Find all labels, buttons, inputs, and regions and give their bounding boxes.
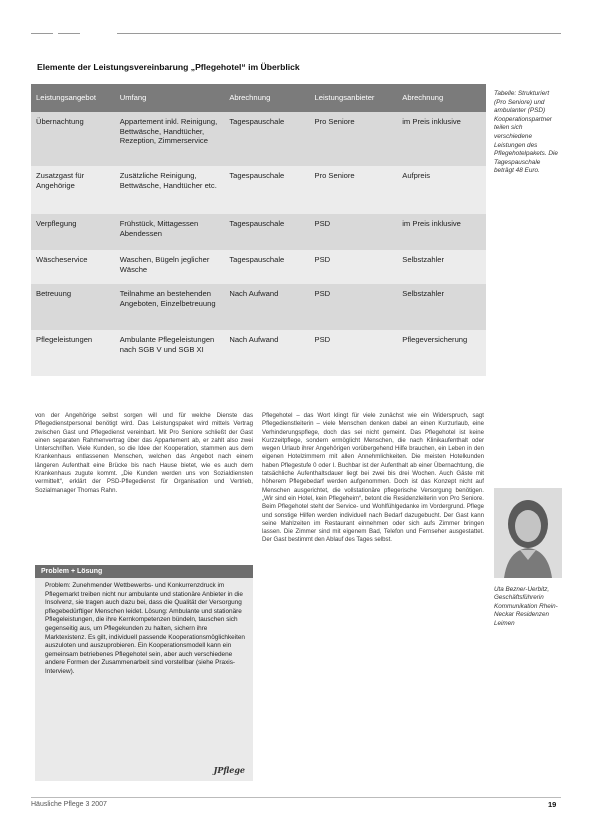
body-column-right: Pflegehotel – das Wort klingt für viele zunächst wie ein Widerspruch, sagt Pflegedienstleiterin – viele Menschen denken dabei an einen Kurzurlaub, eine Verhinderungspflege, doch das sei nicht gemeint. Das Pflegehotel ist keine Kurzzeitpflege, sondern ermöglicht Menschen, die nach Klinikaufenthalt oder wegen Urlaub ihrer Angehörigen vorübergehend Hilfe brauchen, ein Leben in den eigenen Hotelzimmern mit allen Annehmlichkeiten. Die meisten Hotelkunden haben Pflegestufe 0 oder I. Buchbar ist der Aufenthalt ab einer Übernachtung, die tatsächliche Aufenthaltsdauer liegt bei zwei bis drei Wochen. Auch Gäste mit höherem Pflegebedarf werden aufgenommen. Doch ist das Konzept nicht auf Menschen ausgerichtet, die vollstationäre pflegerische Versorgung benötigen. „Wir sind ein Hotel, kein Pflegeheim“, betont die Residenzleiterin von Pro Seniore. Beim Pflegehotel steht der Service- und Wohlfühlgedanke im Vordergrund. Pflege und sonstige Hilfen werden individuell nach Bedarf dazugebucht. Der Gast kann seine Mahlzeiten im Restaurant einnehmen oder sich aufs Zimmer bringen lassen. Die Zimmer sind mit eigenem Bad, Telefon und Fernseher ausgestattet. Der Gast bestimmt den Ablauf des Tages selbst. [262, 412, 484, 544]
table-cell: Frühstück, Mittagessen Abendessen [115, 214, 225, 250]
box-text: Problem: Zunehmender Wettbewerbs- und Konkurrenzdruck im Pflegemarkt treiben nicht nur ambulante und stationäre Anbieter in die Insolvenz, sie tragen auch dazu bei, dass die Qualität der Versorgung pflegebedürftiger Menschen leidet. Lösung: Ambulante und stationäre Pflegeleistungen, die ihre Kernkompetenzen bündeln, tauschen sich gegenseitig aus, um Pflegekunden zu halten, sichern ihre Marktexistenz. Es gilt, individuell passende Kooperationsmöglichkeiten auszuloten und auszuprobieren. Ein Kooperationsmodell kann ein gemeinsam betriebenes Pflegehotel sein, aber auch verschiedene andere Formen der Zusammenarbeit sind vorstellbar (siehe Praxis-Interview). [45, 582, 245, 675]
table-cell: Übernachtung [31, 112, 115, 166]
table-cell: Teilnahme an bestehenden Angeboten, Einzelbetreuung [115, 284, 225, 330]
table-cell: Selbstzahler [397, 284, 486, 330]
table-row [31, 330, 486, 376]
column-header: Umfang [115, 84, 225, 112]
column-header: Leistungsangebot [31, 84, 115, 112]
table-cell: Aufpreis [397, 166, 486, 214]
table-cell: Nach Aufwand [224, 284, 309, 330]
table-cell: Zusatzgast für Angehörige [31, 166, 115, 214]
table-cell: im Preis inklusive [397, 214, 486, 250]
column-header: Abrechnung [397, 84, 486, 112]
column-header: Leistungsanbieter [310, 84, 398, 112]
table-title: Elemente der Leistungsvereinbarung „Pflegehotel“ im Überblick [37, 62, 300, 72]
page-number: 19 [548, 800, 557, 809]
table-row [31, 250, 486, 284]
table-cell: Tagespauschale [224, 250, 309, 284]
body-column-left: von der Angehörige selbst sorgen will und für welche Dienste das Pflegedienstpersonal benötigt wird. Das Leistungspaket wird mittels Vertrag zwischen Gast und Pflegedienst vereinbart. Mit Pro Seniore schließt der Gast einen separaten Rahmenvertrag über das Appartement ab, er zahlt also zwei Unterschriften. Viele Kunden, so die Idee der Kooperation, stammen aus dem Krankenhaus entlassenen Menschen, welchen das Angebot nach einem längeren Aufenthalt eine Brücke bis nach Hause bietet, wie es auch dem Krankenhaus zugute kommt. „Die Kunden werden uns von Sozialdiensten vermittelt“, erklärt der PSD-Pflegedienst für Organisation und Vertrieb, Sozialmanager Thomas Rahn. [35, 412, 253, 494]
footer-rule [31, 797, 561, 798]
photo-caption: Uta Bezner-Uerbitz, Geschäftsführerin Kommunikation Rhein-Neckar Residenzen Leimen [494, 586, 558, 627]
problem-solution-box [35, 565, 253, 781]
table-cell: PSD [310, 214, 398, 250]
table-row [31, 284, 486, 330]
footer-journal: Häusliche Pflege 3 2007 [31, 801, 107, 808]
portrait-photo [494, 488, 562, 578]
table-cell: Zusätzliche Reinigung, Bettwäsche, Handtücher etc. [115, 166, 225, 214]
table-cell: Pflegeversicherung [397, 330, 486, 376]
table-row [31, 112, 486, 166]
table-cell: Wäscheservice [31, 250, 115, 284]
table-cell: Ambulante Pflegeleistungen nach SGB V und SGB XI [115, 330, 225, 376]
magazine-logo: JPflege [213, 765, 245, 775]
table-cell: Selbstzahler [397, 250, 486, 284]
header-rule [31, 33, 53, 34]
table-cell: im Preis inklusive [397, 112, 486, 166]
table-cell: Pflegeleistungen [31, 330, 115, 376]
table-row [31, 166, 486, 214]
table-row [31, 214, 486, 250]
table-cell: Nach Aufwand [224, 330, 309, 376]
table-cell: PSD [310, 330, 398, 376]
header-rule [117, 33, 561, 34]
table-cell: Pro Seniore [310, 112, 398, 166]
column-header: Abrechnung [224, 84, 309, 112]
table-cell: PSD [310, 250, 398, 284]
table-cell: PSD [310, 284, 398, 330]
table-cell: Tagespauschale [224, 166, 309, 214]
table-cell: Betreuung [31, 284, 115, 330]
table-cell: Verpflegung [31, 214, 115, 250]
table-header-row [31, 84, 486, 112]
table-cell: Tagespauschale [224, 214, 309, 250]
table-caption: Tabelle: Strukturiert (Pro Seniore) und ambulanter (PSD) Kooperationspartner teilen sich verschiedene Leistungen des Pflegehotelpakets. Die Tagespauschale beträgt 48 Euro. [494, 90, 558, 175]
header-rule [58, 33, 80, 34]
table-cell: Pro Seniore [310, 166, 398, 214]
table-cell: Appartement inkl. Reinigung, Bettwäsche, Handtücher, Rezeption, Zimmerservice [115, 112, 225, 166]
table-cell: Tagespauschale [224, 112, 309, 166]
table-cell: Waschen, Bügeln jeglicher Wäsche [115, 250, 225, 284]
box-heading: Problem + Lösung [35, 565, 253, 578]
services-table [31, 84, 486, 376]
